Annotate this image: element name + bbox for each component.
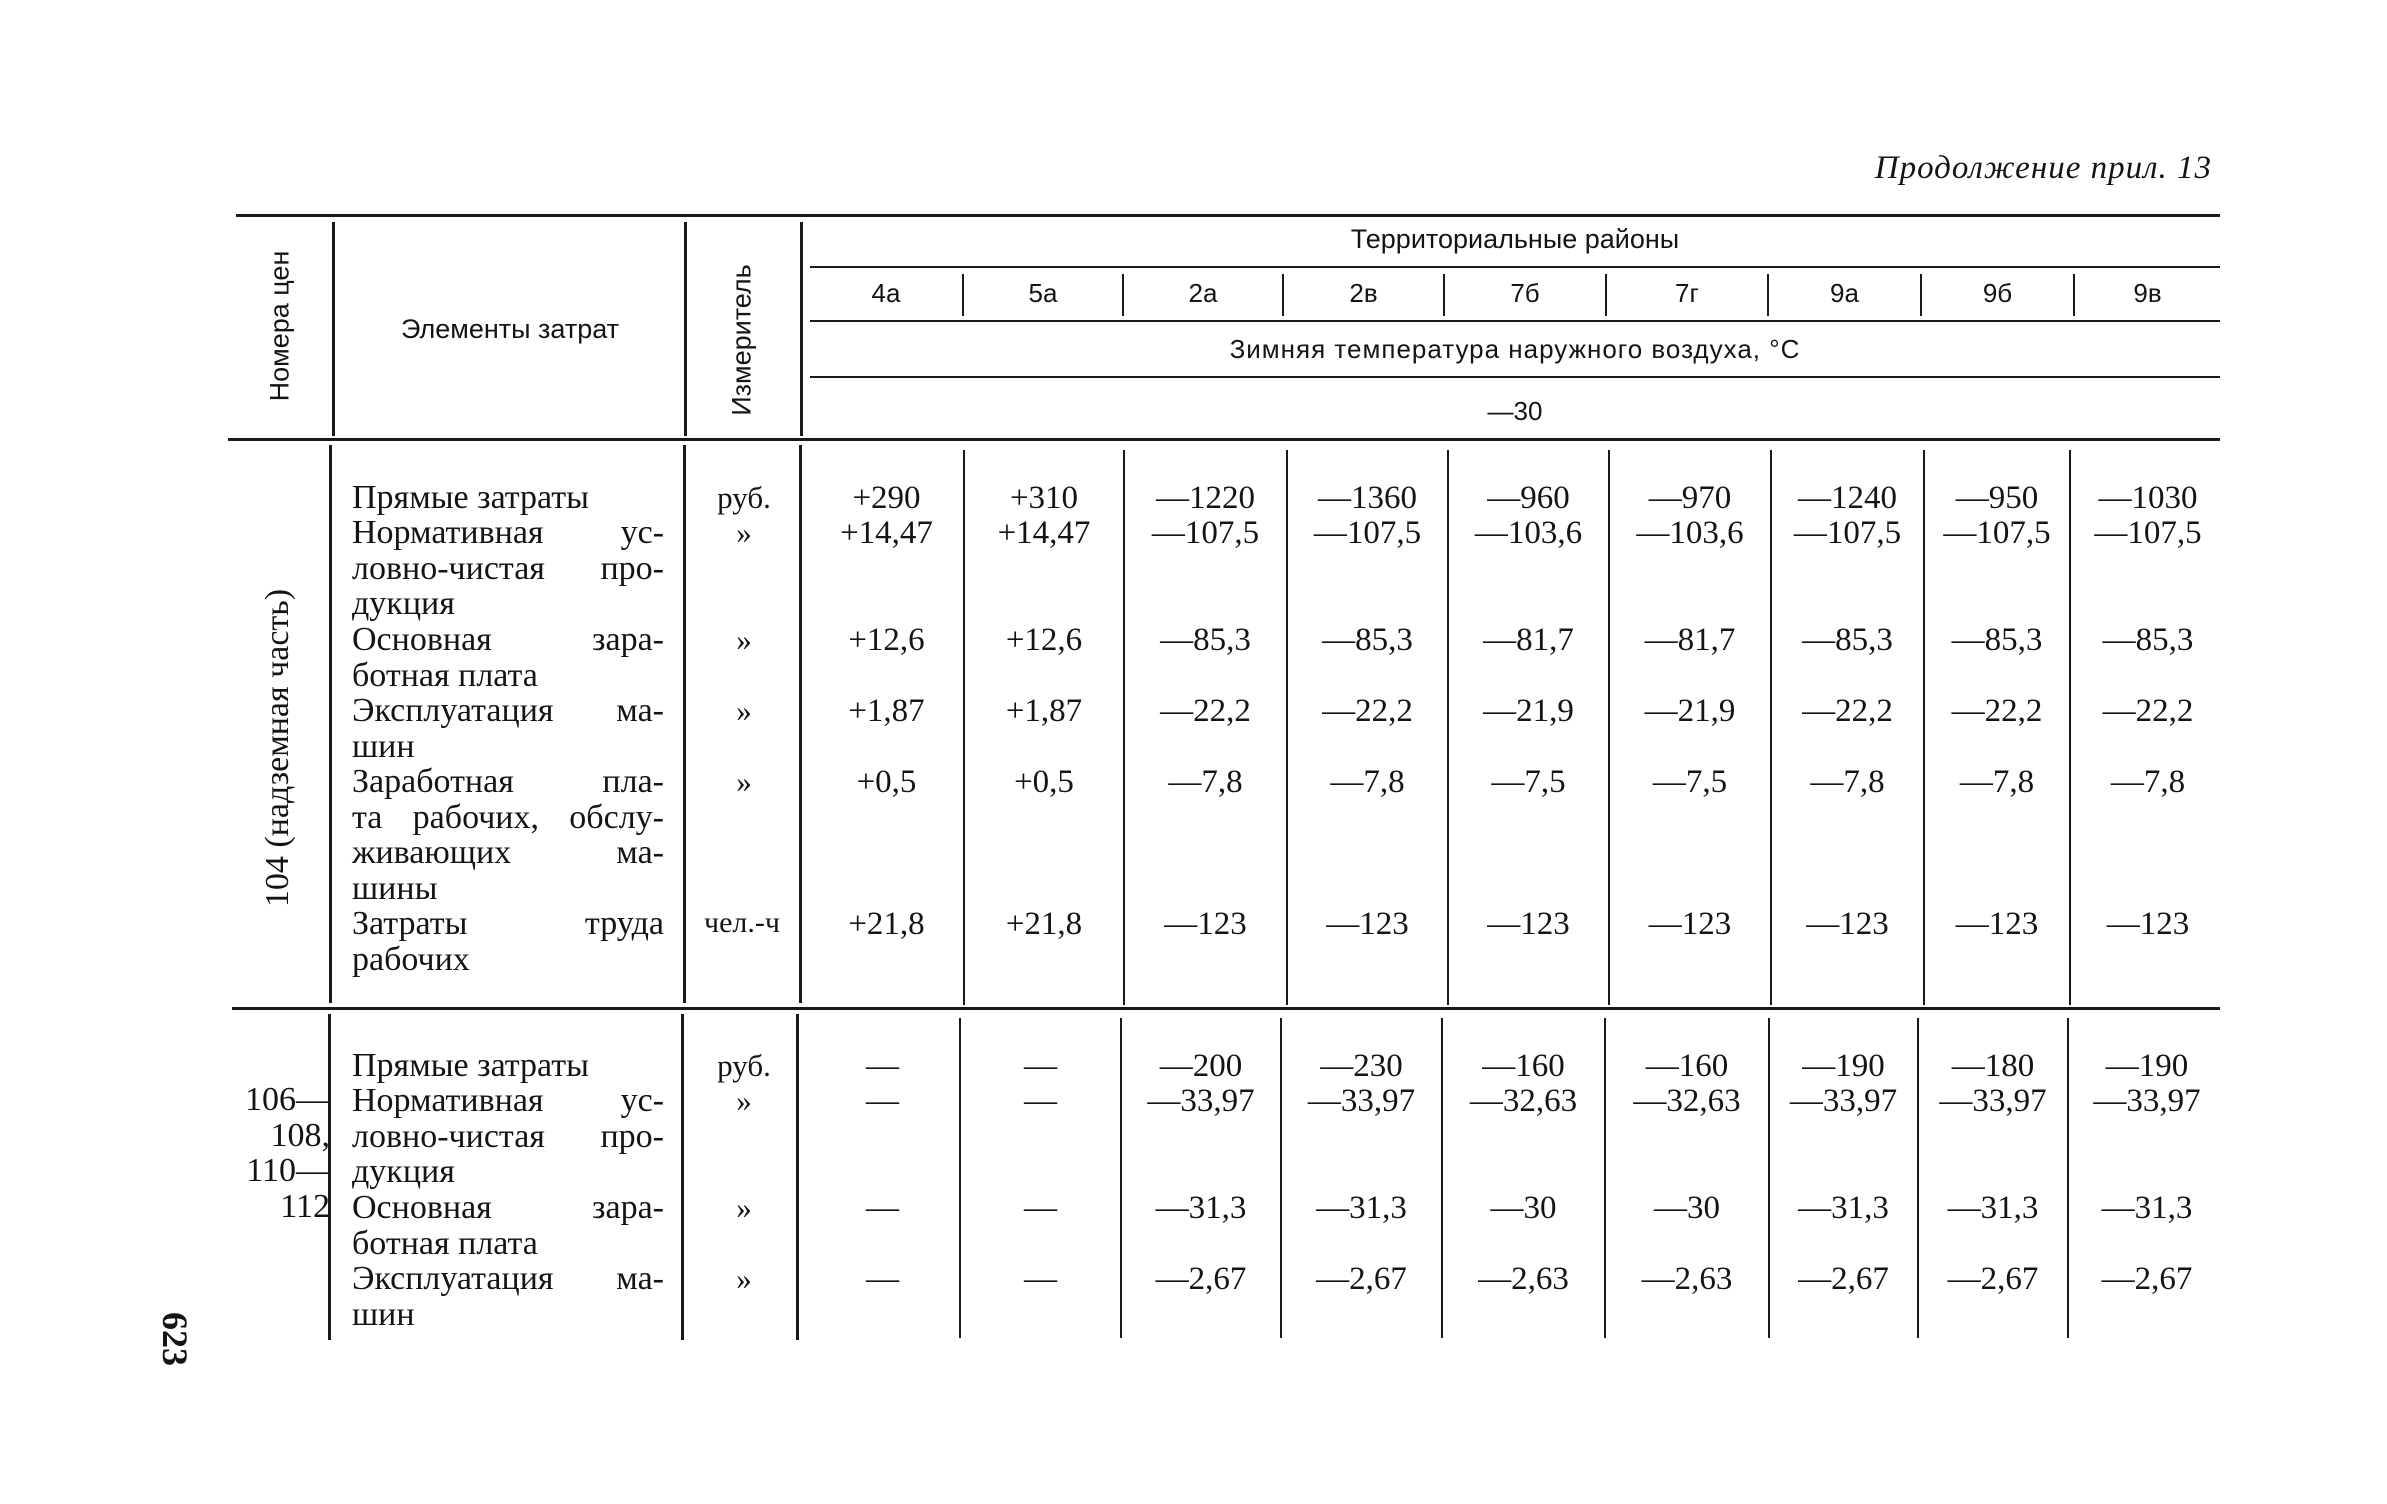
value-cell: —1030 xyxy=(2098,480,2198,516)
value-cell: —7,8 xyxy=(1959,764,2035,800)
value-cell: —31,3 xyxy=(1947,1190,2039,1226)
value-cell: —31,3 xyxy=(2101,1190,2193,1226)
cost-element-line: Основная зара- xyxy=(352,1189,664,1226)
cost-element-line: ботная плата xyxy=(352,656,538,694)
cost-element xyxy=(352,1261,664,1332)
value-cell: — xyxy=(1024,1190,1057,1226)
value-cell: —85,3 xyxy=(1322,622,1413,658)
value-cell: —7,8 xyxy=(1168,764,1243,800)
value-cell: —22,2 xyxy=(1802,693,1893,729)
value-cell: —160 xyxy=(1482,1048,1565,1084)
cost-element-line: Нормативная ус- xyxy=(352,514,664,551)
cost-element-line: та рабочих, обслу- xyxy=(352,798,664,836)
cost-element-line: дукция xyxy=(352,1153,455,1190)
value-cell: —2,63 xyxy=(1478,1261,1569,1297)
value-cell: —22,2 xyxy=(1951,693,2043,729)
unit-cell: » xyxy=(736,622,752,657)
cost-element xyxy=(352,764,664,906)
value-cell: — xyxy=(1024,1083,1057,1119)
page-number: 623 xyxy=(155,1312,195,1366)
table-top-rule xyxy=(236,214,2220,217)
value-cell: —85,3 xyxy=(2102,622,2194,658)
cost-element-line: ловно-чистая про- xyxy=(352,549,664,587)
value-cell: —31,3 xyxy=(1155,1190,1247,1226)
value-cell: +21,8 xyxy=(848,906,925,942)
unit-cell: » xyxy=(736,764,752,799)
col-divider-number-body1 xyxy=(329,445,332,1003)
price-number-line: 110— xyxy=(246,1152,330,1189)
value-cell: +12,6 xyxy=(848,622,925,658)
continuation-label: Продолжение прил. 13 xyxy=(1874,150,2212,186)
value-cell: — xyxy=(1024,1048,1057,1084)
cost-element xyxy=(352,480,664,516)
value-cell: —7,8 xyxy=(1810,764,1885,800)
value-cell: —7,5 xyxy=(1491,764,1566,800)
header-rule-districts xyxy=(810,320,2220,322)
unit-cell: » xyxy=(736,515,752,550)
value-cell: —33,97 xyxy=(2093,1083,2201,1119)
district-header: 7б xyxy=(1510,278,1540,308)
value-cell: —123 xyxy=(2106,906,2190,942)
value-cell: —1220 xyxy=(1156,480,1255,516)
value-cell: —33,97 xyxy=(1147,1083,1255,1119)
value-cell: —190 xyxy=(2105,1048,2189,1084)
value-cell: — xyxy=(1024,1261,1057,1297)
value-cell: —2,67 xyxy=(1798,1261,1889,1297)
value-cell: —123 xyxy=(1806,906,1889,942)
cost-element xyxy=(352,1190,664,1261)
cost-element-line: рабочих xyxy=(352,940,470,978)
cost-element-line: Эксплуатация ма- xyxy=(352,692,664,729)
price-number-line: 106— xyxy=(245,1081,330,1118)
cost-element-line: дукция xyxy=(352,585,455,622)
value-cell: —33,97 xyxy=(1307,1083,1416,1119)
value-cell: +290 xyxy=(852,480,921,516)
value-cell: —160 xyxy=(1645,1048,1729,1084)
price-number-line: 112 xyxy=(280,1187,330,1225)
value-cell: —7,8 xyxy=(1330,764,1405,800)
district-header: 5а xyxy=(1028,278,1058,308)
cost-element xyxy=(352,906,664,977)
value-cell: —107,5 xyxy=(1943,515,2051,551)
cost-element xyxy=(352,515,664,622)
header-rule-temperature xyxy=(810,376,2220,378)
value-cell: +310 xyxy=(1009,480,1079,516)
header-rule-regions xyxy=(810,266,2220,268)
unit-cell: » xyxy=(736,1083,752,1118)
cost-element xyxy=(352,1048,664,1084)
value-cell: —81,7 xyxy=(1644,622,1736,658)
value-cell: —33,97 xyxy=(1789,1083,1898,1119)
value-cell: —960 xyxy=(1487,480,1570,516)
value-cell: —180 xyxy=(1951,1048,2035,1084)
value-cell: —230 xyxy=(1320,1048,1403,1084)
district-header: 4а xyxy=(871,278,901,308)
value-cell: —1240 xyxy=(1798,480,1897,516)
district-header: 2в xyxy=(1349,278,1378,308)
value-cell: —107,5 xyxy=(1151,515,1260,551)
value-cell: —30 xyxy=(1490,1190,1557,1226)
value-cell: —2,67 xyxy=(1155,1261,1247,1297)
value-cell: —950 xyxy=(1955,480,2039,516)
value-cell: —22,2 xyxy=(1160,693,1251,729)
cost-element-line: шин xyxy=(352,1295,415,1333)
value-cell: —32,63 xyxy=(1633,1083,1741,1119)
cost-element-line: Эксплуатация ма- xyxy=(352,1260,664,1297)
value-cell: —123 xyxy=(1164,906,1247,942)
value-cell: —21,9 xyxy=(1483,693,1574,729)
district-header: 2а xyxy=(1188,278,1218,308)
value-cell: +1,87 xyxy=(848,693,925,729)
value-cell: —21,9 xyxy=(1644,693,1736,729)
value-cell: +0,5 xyxy=(856,764,917,800)
cost-element xyxy=(352,1083,664,1190)
col-divider-unit xyxy=(800,222,803,436)
cost-element xyxy=(352,693,664,764)
cost-element-line: Затраты труда xyxy=(352,905,664,942)
cost-element-line: шин xyxy=(352,727,415,765)
unit-cell: » xyxy=(736,1261,752,1296)
value-cell: —103,6 xyxy=(1636,515,1744,551)
value-cell: —22,2 xyxy=(1322,693,1413,729)
value-cell: —200 xyxy=(1159,1048,1243,1084)
value-cell: —123 xyxy=(1955,906,2039,942)
col-header-price-numbers: Номера цен xyxy=(264,250,295,402)
value-cell: — xyxy=(866,1083,899,1119)
cost-element-line: шины xyxy=(352,869,438,907)
value-cell: — xyxy=(866,1048,899,1084)
value-cell: —32,63 xyxy=(1469,1083,1578,1119)
unit-cell: руб. xyxy=(717,480,771,515)
value-cell: —1360 xyxy=(1318,480,1417,516)
value-cell: —107,5 xyxy=(2094,515,2202,551)
cost-element xyxy=(352,622,664,693)
col-divider-element-body2 xyxy=(681,1014,684,1340)
value-cell: —123 xyxy=(1487,906,1570,942)
header-bottom-rule xyxy=(228,438,2220,441)
value-cell: —107,5 xyxy=(1313,515,1422,551)
value-cell: —30 xyxy=(1654,1190,1720,1226)
temperature-value: —30 xyxy=(1487,396,1543,426)
territorial-regions-title: Территориальные районы xyxy=(1350,224,1680,254)
price-number-line: 108, xyxy=(270,1116,330,1154)
value-cell: —970 xyxy=(1648,480,1732,516)
value-cell: +14,47 xyxy=(840,515,933,551)
cost-element-line: живающих ма- xyxy=(352,834,664,871)
value-cell: —85,3 xyxy=(1802,622,1893,658)
cost-element-line: Заработная пла- xyxy=(352,763,664,800)
unit-cell: чел.-ч xyxy=(704,906,780,939)
unit-cell: » xyxy=(736,1190,752,1225)
price-number-104: 104 (надземная часть) xyxy=(259,588,296,908)
cost-element-line: ботная плата xyxy=(352,1224,538,1262)
value-cell: —107,5 xyxy=(1793,515,1902,551)
value-cell: —123 xyxy=(1648,906,1732,942)
col-header-unit: Измеритель xyxy=(726,264,757,416)
value-cell: —85,3 xyxy=(1951,622,2043,658)
value-cell: +0,5 xyxy=(1014,764,1074,800)
value-cell: —190 xyxy=(1802,1048,1885,1084)
col-divider-element xyxy=(684,222,687,436)
value-cell: —85,3 xyxy=(1160,622,1251,658)
col-header-cost-elements: Элементы затрат xyxy=(400,314,620,344)
value-cell: —7,8 xyxy=(2110,764,2186,800)
value-cell: —7,5 xyxy=(1652,764,1728,800)
value-cell: — xyxy=(866,1261,899,1297)
unit-cell: » xyxy=(736,693,752,728)
value-cell: —33,97 xyxy=(1939,1083,2047,1119)
value-cell: —81,7 xyxy=(1483,622,1574,658)
value-cell: —2,67 xyxy=(2101,1261,2193,1297)
cost-element-line: Основная зара- xyxy=(352,621,664,658)
cost-element-line: ловно-чистая про- xyxy=(352,1117,664,1155)
value-cell: +12,6 xyxy=(1005,622,1083,658)
district-header: 9а xyxy=(1830,278,1859,308)
value-cell: +14,47 xyxy=(997,515,1091,551)
district-header: 7г xyxy=(1675,278,1699,308)
cost-element-line: Прямые затраты xyxy=(352,1047,589,1084)
value-cell: —31,3 xyxy=(1316,1190,1407,1226)
value-cell: —2,67 xyxy=(1316,1261,1407,1297)
value-cell: —2,63 xyxy=(1641,1261,1733,1297)
value-cell: +21,8 xyxy=(1005,906,1083,942)
value-cell: +1,87 xyxy=(1005,693,1083,729)
value-cell: — xyxy=(866,1190,899,1226)
cost-element-line: Прямые затраты xyxy=(352,479,589,516)
value-cell: —123 xyxy=(1326,906,1409,942)
section-divider-rule xyxy=(232,1007,2220,1010)
value-cell: —2,67 xyxy=(1947,1261,2039,1297)
unit-cell: руб. xyxy=(717,1048,771,1083)
value-cell: —103,6 xyxy=(1474,515,1583,551)
district-header: 9б xyxy=(1982,278,2013,308)
cost-element-line: Нормативная ус- xyxy=(352,1082,664,1119)
district-header: 9в xyxy=(2133,278,2162,308)
col-divider-number xyxy=(332,222,335,436)
value-cell: —31,3 xyxy=(1798,1190,1889,1226)
price-number-106-112 xyxy=(212,1082,330,1224)
temperature-label: Зимняя температура наружного воздуха, °С xyxy=(1229,334,1801,364)
value-cell: —22,2 xyxy=(2102,693,2194,729)
